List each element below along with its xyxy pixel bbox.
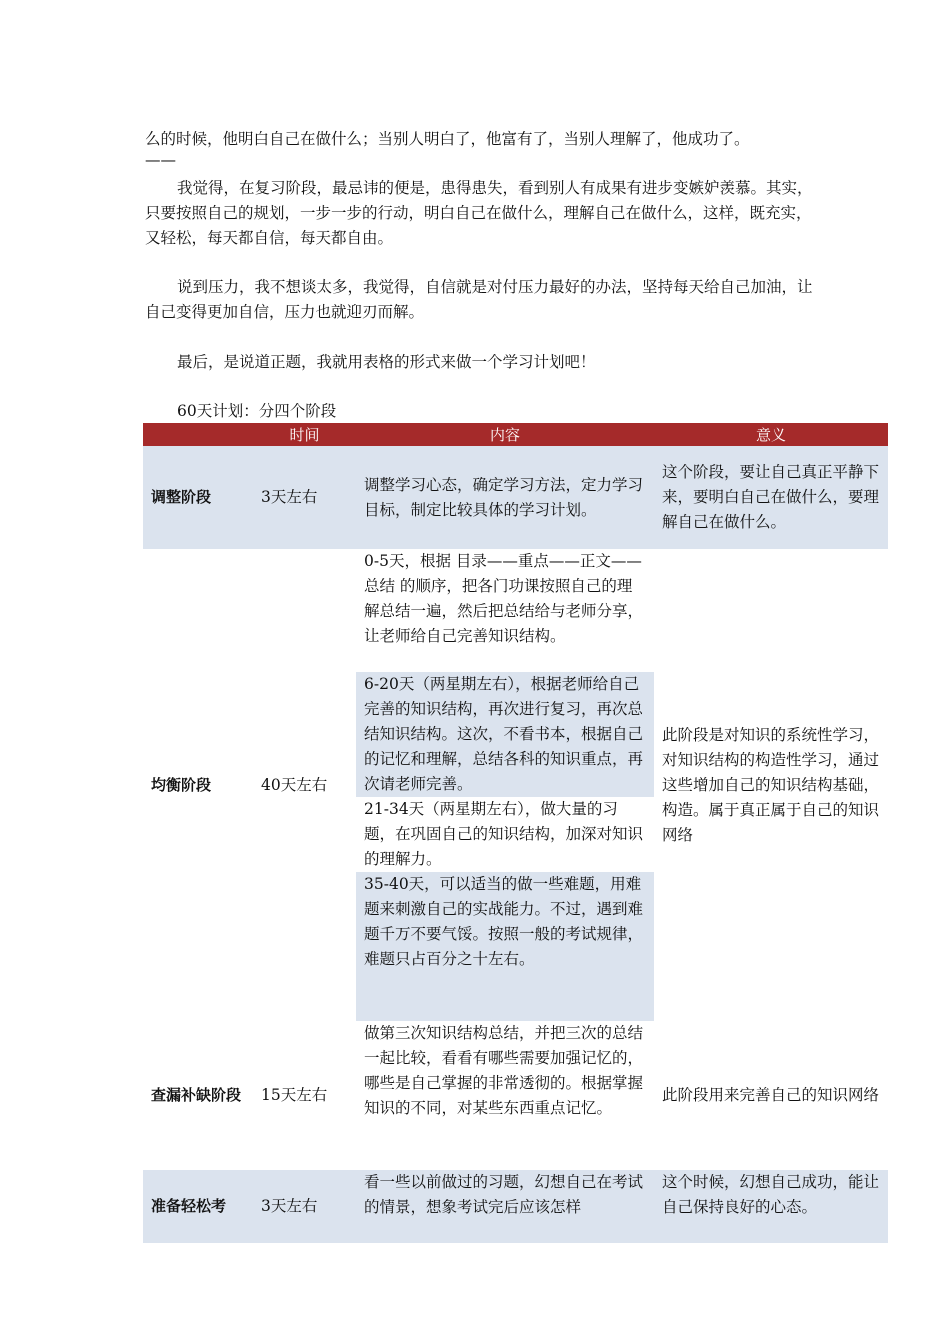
plan-title: 60天计划：分四个阶段 xyxy=(177,402,337,420)
stage-content-part: 21-34天（两星期左右），做大量的习题，在巩固自己的知识结构，加深对知识的理解力。 xyxy=(356,797,654,872)
header-meaning: 意义 xyxy=(654,423,888,446)
table-row xyxy=(143,1170,888,1243)
stage-content: 看一些以前做过的习题，幻想自己在考试的情景，想象考试完后应该怎样 xyxy=(364,1173,644,1216)
stage-content-part: 0-5天，根据 目录——重点——正文——总结 的顺序，把各门功课按照自己的理解总结一遍，然后把总结给与老师分享，让老师给自己完善知识结构。 xyxy=(364,552,644,645)
stage-meaning: 这个时候，幻想自己成功，能让自己保持良好的心态。 xyxy=(662,1173,880,1216)
paragraph-1: 我觉得，在复习阶段，最忌讳的便是，患得患失，看到别人有成果有进步变嫉妒羡慕。其实，只要按照自己的规划，一步一步的行动，明白自己在做什么，理解自己在做什么，这样，既充实，又轻松，每天都自信，每天都自由。 xyxy=(145,179,813,247)
stage-name: 准备轻松考 xyxy=(151,1197,227,1215)
stage-name: 调整阶段 xyxy=(151,488,212,506)
paragraph-3: 最后，是说道正题，我就用表格的形式来做一个学习计划吧！ xyxy=(177,353,596,371)
stage-content: 调整学习心态，确定学习方法，定力学习目标，制定比较具体的学习计划。 xyxy=(364,475,644,519)
stage-time: 40天左右 xyxy=(261,775,328,794)
study-plan-table xyxy=(143,423,888,1243)
stage-meaning: 此阶段是对知识的系统性学习，对知识结构的构造性学习，通过这些增加自己的知识结构基础，构造。属于真正属于自己的知识网络 xyxy=(662,725,880,844)
intro-line: 么的时候，他明白自己在做什么；当别人明白了，他富有了，当别人理解了，他成功了。 xyxy=(145,130,750,148)
stage-content: 做第三次知识结构总结，并把三次的总结一起比较，看看有哪些需要加强记忆的，哪些是自己掌握的非常透彻的。根据掌握知识的不同，对某些东西重点记忆。 xyxy=(364,1024,644,1117)
table-header-row xyxy=(143,423,888,446)
table-row xyxy=(143,549,888,672)
table-row xyxy=(143,1021,888,1170)
intro-dash: —— xyxy=(145,151,176,169)
header-stage xyxy=(143,423,253,446)
stage-meaning: 此阶段用来完善自己的知识网络 xyxy=(662,1086,880,1104)
table-row xyxy=(143,446,888,549)
paragraph-2: 说到压力，我不想谈太多，我觉得，自信就是对付压力最好的办法，坚持每天给自己加油，让自己变得更加自信，压力也就迎刃而解。 xyxy=(145,278,813,321)
header-content: 内容 xyxy=(356,423,654,446)
stage-meaning: 这个阶段，要让自己真正平静下来，要明白自己在做什么，要理解自己在做什么。 xyxy=(662,463,880,531)
stage-name: 均衡阶段 xyxy=(151,775,212,794)
stage-content-part: 35-40天，可以适当的做一些难题，用难题来刺激自己的实战能力。不过，遇到难题千万不要气馁。按照一般的考试规律，难题只占百分之十左右。 xyxy=(356,872,654,1021)
stage-time: 3天左右 xyxy=(261,1197,318,1215)
stage-content-part: 6-20天（两星期左右），根据老师给自己完善的知识结构，再次进行复习，再次总结知识结构。这次，不看书本，根据自己的记忆和理解，总结各科的知识重点，再次请老师完善。 xyxy=(356,672,654,797)
stage-name: 查漏补缺阶段 xyxy=(151,1086,242,1104)
stage-time: 15天左右 xyxy=(261,1086,328,1104)
stage-time: 3天左右 xyxy=(261,488,318,506)
header-time: 时间 xyxy=(253,423,356,446)
